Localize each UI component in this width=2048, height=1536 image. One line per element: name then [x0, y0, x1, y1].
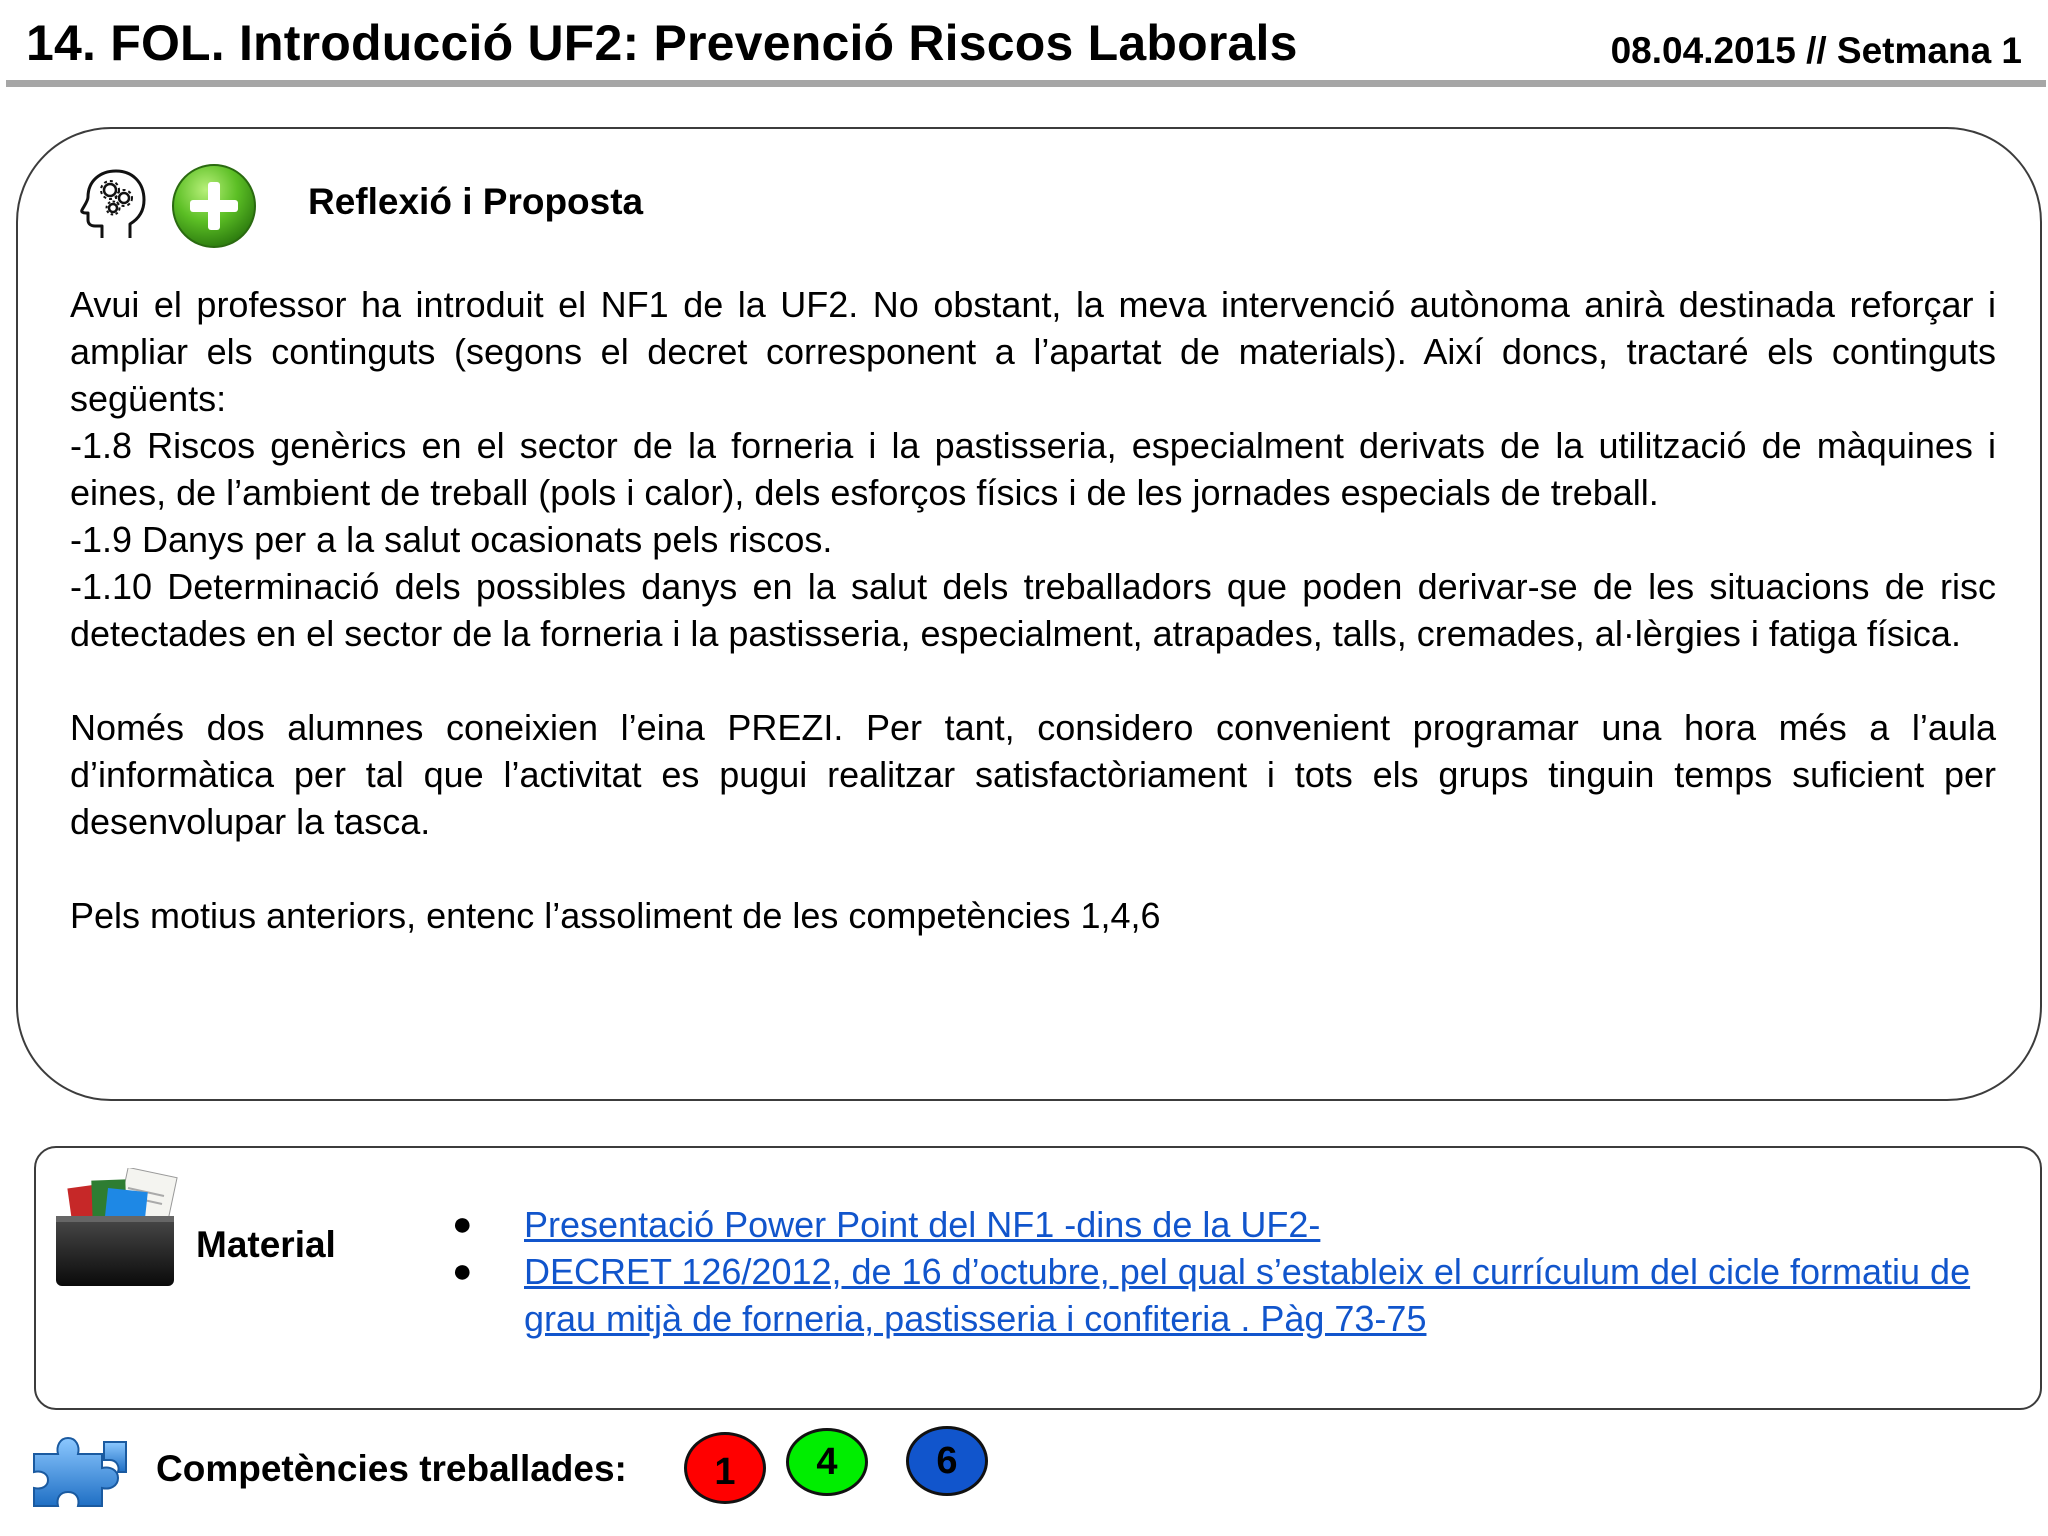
- material-title: Material: [196, 1224, 336, 1265]
- competency-badge-4: 4: [786, 1428, 868, 1496]
- list-item: [440, 1248, 2040, 1342]
- puzzle-icon: [28, 1432, 132, 1512]
- list-item: [440, 1201, 2040, 1248]
- material-list: [440, 1201, 2040, 1342]
- header-divider: [6, 80, 2046, 87]
- content-item-1-9: -1.9 Danys per a la salut ocasionats pels riscos.: [70, 519, 833, 560]
- material-link-decree[interactable]: DECRET 126/2012, de 16 d’octubre, pel qual s’estableix el currículum del cicle formatiu de grau mitjà de forneria, pastisseria i confiteria . Pàg 73-75: [524, 1251, 1971, 1339]
- folder-icon: [52, 1168, 180, 1290]
- reflexio-body: [70, 281, 1996, 939]
- page-title: 14. FOL. Introducció UF2: Prevenció Riscos Laborals: [26, 15, 1298, 71]
- spacer: [70, 845, 1996, 892]
- competencies-label: Competències treballades:: [156, 1448, 627, 1489]
- head-gears-icon: [80, 168, 150, 240]
- plus-icon: [170, 162, 258, 250]
- date-week: 08.04.2015 // Setmana 1: [1610, 30, 2022, 71]
- reflexio-paragraph: Només dos alumnes coneixien l’eina PREZI. Per tant, considero convenient programar una hora més a l’aula d’informàtica per tal que l’activitat es pugui realitzar satisfactòriament i tots els grups tinguin temps suficient per desenvolupar la tasca.: [70, 707, 1996, 842]
- spacer: [70, 657, 1996, 704]
- competency-badge-6: 6: [906, 1426, 988, 1496]
- reflexio-title: Reflexió i Proposta: [308, 181, 644, 222]
- competency-badge-1: 1: [684, 1432, 766, 1504]
- reflexio-conclusion: Pels motius anteriors, entenc l’assoliment de les competències 1,4,6: [70, 895, 1161, 936]
- reflexio-paragraph: Avui el professor ha introduit el NF1 de la UF2. No obstant, la meva intervenció autònoma anirà destinada reforçar i ampliar els continguts (segons el decret corresponent a l’apartat de materials). Així doncs, tractaré els continguts següents:: [70, 284, 1996, 419]
- bullet: ●: [452, 1252, 473, 1290]
- content-item-1-8: -1.8 Riscos genèrics en el sector de la forneria i la pastisseria, especialment derivats de la utilització de màquines i eines, de l’ambient de treball (pols i calor), dels esforços físics i de les jornades especials de treball.: [70, 425, 1996, 513]
- content-item-1-10: -1.10 Determinació dels possibles danys en la salut dels treballadors que poden derivar-se de les situacions de risc detectades en el sector de la forneria i la pastisseria, especialment, atrapades, talls, cremades, al·lèrgies i fatiga física.: [70, 566, 1996, 654]
- material-link-presentation[interactable]: Presentació Power Point del NF1 -dins de la UF2-: [524, 1204, 1321, 1245]
- bullet: ●: [452, 1205, 473, 1243]
